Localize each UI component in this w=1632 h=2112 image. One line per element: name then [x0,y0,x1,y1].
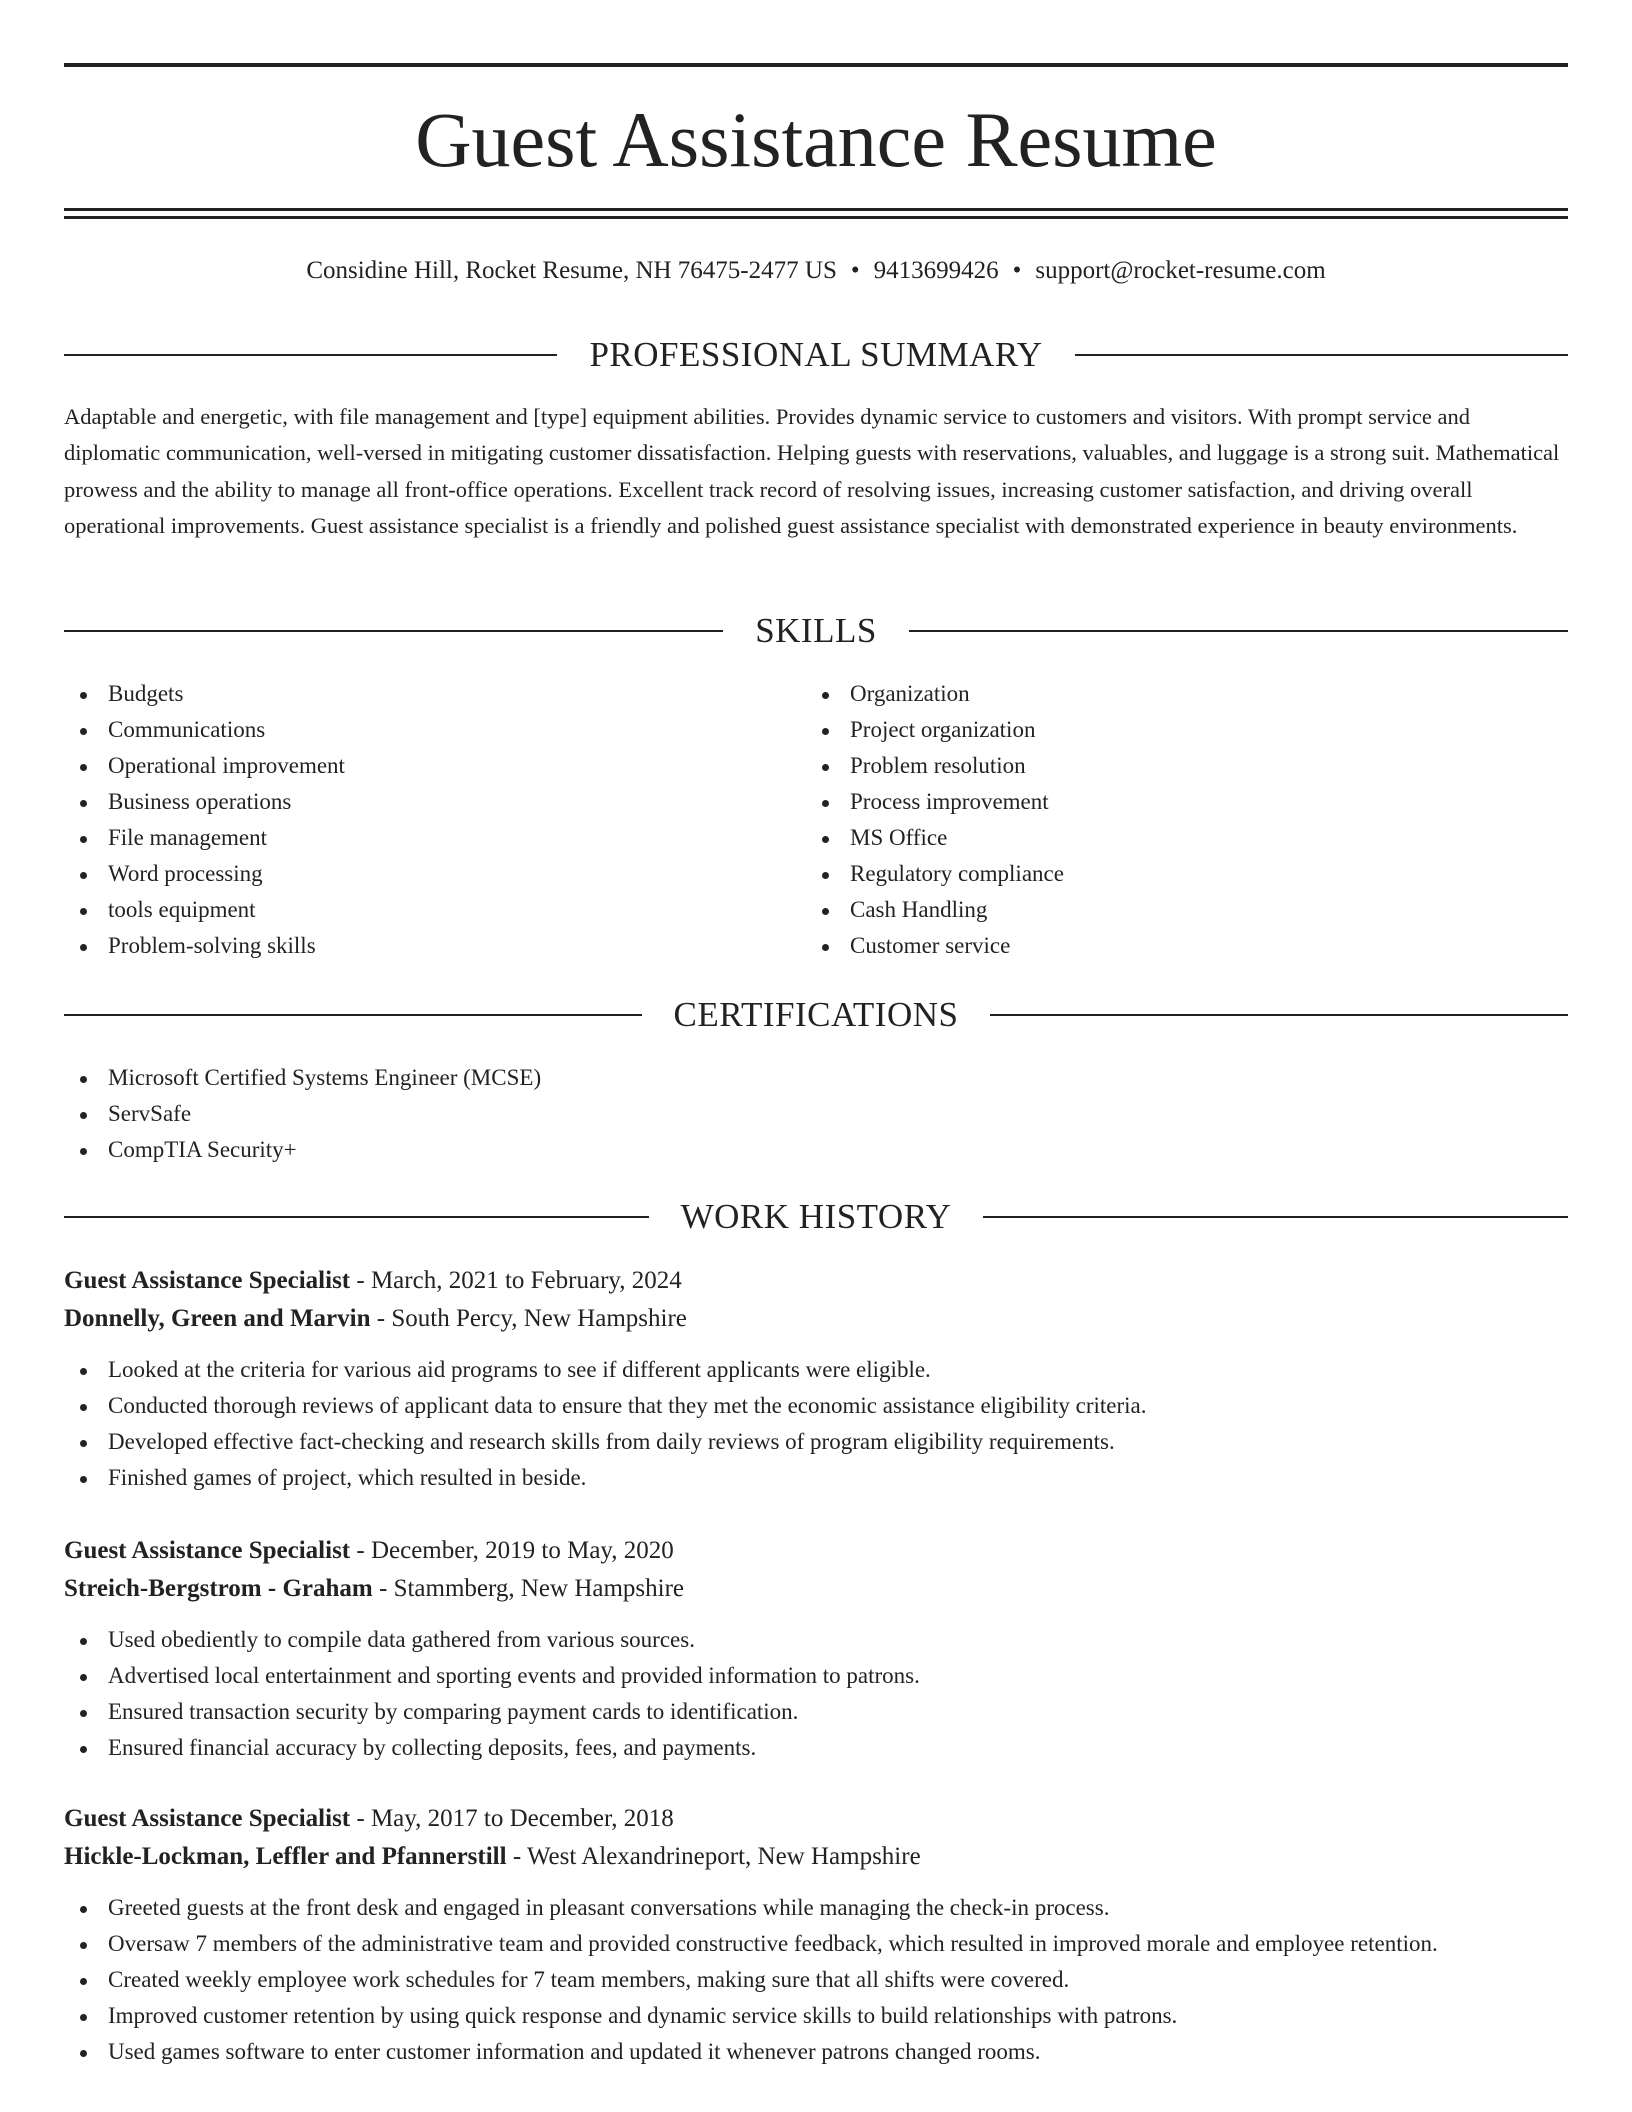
job-entry [64,1532,1568,1766]
list-item: Operational improvement [64,748,764,784]
contact-address: Considine Hill, Rocket Resume, NH 76475-2477 US [306,257,837,284]
skills-section-heading [64,609,1568,653]
list-item: Conducted thorough reviews of applicant data to ensure that they met the economic assistance eligibility criteria. [64,1388,1568,1424]
list-item: Used obediently to compile data gathered from various sources. [64,1622,1568,1658]
job-company: Streich-Bergstrom - Graham [64,1575,373,1602]
heading-rule-left [64,630,723,632]
list-item: Greeted guests at the front desk and engaged in pleasant conversations while managing the check-in process. [64,1890,1568,1926]
list-item: Budgets [64,676,764,712]
job-company-line [64,1838,1568,1876]
summary-section-heading [64,333,1568,377]
job-company: Hickle-Lockman, Leffler and Pfannerstill [64,1843,507,1870]
list-item: Looked at the criteria for various aid programs to see if different applicants were eligible. [64,1352,1568,1388]
work-history-section-heading [64,1195,1568,1239]
list-item: Finished games of project, which resulted in beside. [64,1460,1568,1496]
dash: - [370,1305,392,1332]
list-item: Used games software to enter customer information and updated it whenever patrons changed rooms. [64,2034,1568,2070]
summary-heading-label: PROFESSIONAL SUMMARY [589,335,1043,374]
list-item: File management [64,820,764,856]
list-item: Oversaw 7 members of the administrative team and provided constructive feedback, which resulted in improved morale and employee retention. [64,1926,1568,1962]
list-item: Advertised local entertainment and sporting events and provided information to patrons. [64,1658,1568,1694]
dash: - [506,1843,527,1870]
contact-email: support@rocket-resume.com [1035,257,1326,284]
summary-text: Adaptable and energetic, with file management and [type] equipment abilities. Provides dynamic service to customers and visitors. With prompt service and diplomatic communication, well-versed in mitigating customer dissatisfaction. Helping guests with reservations, valuables, and luggage is a strong suit. Mathematical prowess and the ability to manage all front-office operations. Excellent track record of resolving issues, increasing customer satisfaction, and driving overall operational improvements. Guest assistance specialist is a friendly and polished guest assistance specialist with demonstrated experience in beauty environments. [64,404,1560,539]
heading-rule-left [64,354,557,356]
contact-phone: 9413699426 [873,257,999,284]
job-location: Stammberg, New Hampshire [393,1575,685,1602]
job-bullets [64,1622,1568,1766]
dash: - [350,1537,371,1564]
job-location: West Alexandrineport, New Hampshire [526,1843,921,1870]
list-item: Organization [806,676,1506,712]
job-company: Donnelly, Green and Marvin [64,1305,371,1332]
contact-line [64,255,1568,287]
job-title: Guest Assistance Specialist [64,1267,351,1294]
skills-list-left [64,676,764,964]
skills-heading-label: SKILLS [755,611,877,650]
job-entry [64,1262,1568,1496]
heading-rule-left [64,1014,642,1016]
job-location: South Percy, New Hampshire [391,1305,687,1332]
heading-rule-right [909,630,1568,632]
heading-rule-right [990,1014,1568,1016]
list-item: ServSafe [64,1096,1568,1132]
list-item: Cash Handling [806,892,1506,928]
list-item: Communications [64,712,764,748]
dash: - [372,1575,394,1602]
job-bullets [64,1890,1568,2070]
certifications-heading-label: CERTIFICATIONS [673,995,959,1034]
list-item: CompTIA Security+ [64,1132,1568,1168]
dash: - [350,1805,371,1832]
job-title-line [64,1532,1568,1570]
job-title-line [64,1800,1568,1838]
job-dates: May, 2017 to December, 2018 [370,1805,674,1832]
list-item: Problem-solving skills [64,928,764,964]
dash: - [350,1267,371,1294]
list-item: Improved customer retention by using quick response and dynamic service skills to build relationships with patrons. [64,1998,1568,2034]
contact-separator: • [850,257,860,284]
job-dates: March, 2021 to February, 2024 [370,1267,682,1294]
job-bullets [64,1352,1568,1496]
job-company-line [64,1570,1568,1608]
title-rule-lower [64,216,1568,219]
job-company-line [64,1300,1568,1338]
heading-rule-right [1075,354,1568,356]
list-item: Process improvement [806,784,1506,820]
list-item: Problem resolution [806,748,1506,784]
job-title-line [64,1262,1568,1300]
certifications-list [64,1060,1568,1168]
job-title: Guest Assistance Specialist [64,1805,351,1832]
job-title: Guest Assistance Specialist [64,1537,351,1564]
work-history-heading-label: WORK HISTORY [680,1197,952,1236]
list-item: Project organization [806,712,1506,748]
list-item: Developed effective fact-checking and research skills from daily reviews of program eligibility requirements. [64,1424,1568,1460]
list-item: Microsoft Certified Systems Engineer (MCSE) [64,1060,1568,1096]
top-rule [64,63,1568,67]
list-item: tools equipment [64,892,764,928]
job-dates: December, 2019 to May, 2020 [370,1537,674,1564]
heading-rule-right [983,1216,1568,1218]
certifications-section-heading [64,993,1568,1037]
list-item: Created weekly employee work schedules for 7 team members, making sure that all shifts were covered. [64,1962,1568,1998]
list-item: Ensured financial accuracy by collecting deposits, fees, and payments. [64,1730,1568,1766]
list-item: Regulatory compliance [806,856,1506,892]
job-entry [64,1800,1568,2070]
list-item: MS Office [806,820,1506,856]
skills-list-right [806,676,1506,964]
title-rule-upper [64,208,1568,211]
resume-title: Guest Assistance Resume [415,96,1217,183]
contact-separator: • [1012,257,1022,284]
list-item: Ensured transaction security by comparing payment cards to identification. [64,1694,1568,1730]
list-item: Word processing [64,856,764,892]
list-item: Business operations [64,784,764,820]
list-item: Customer service [806,928,1506,964]
heading-rule-left [64,1216,649,1218]
